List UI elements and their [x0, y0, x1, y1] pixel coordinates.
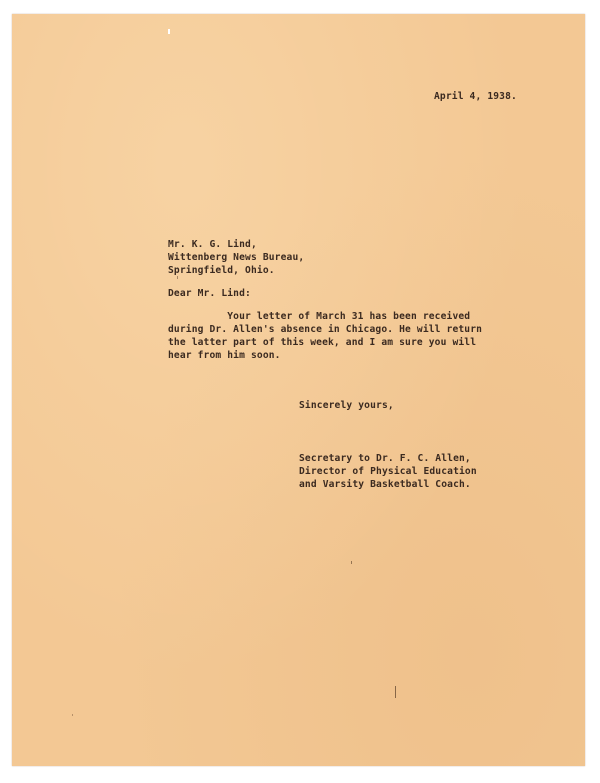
complimentary-closing: Sincerely yours,	[299, 400, 394, 411]
paper-speck	[72, 714, 73, 716]
letter-date: April 4, 1938.	[434, 91, 517, 102]
signature-line: Secretary to Dr. F. C. Allen,	[299, 453, 471, 464]
recipient-line: Springfield, Ohio.	[168, 265, 275, 276]
signature-line: Director of Physical Education	[299, 466, 477, 477]
body-line: Your letter of March 31 has been received	[168, 311, 471, 322]
signature-block	[299, 452, 477, 491]
body-line: during Dr. Allen's absence in Chicago. He will return	[168, 324, 483, 335]
body-line: hear from him soon.	[168, 350, 281, 361]
signature-line: and Varsity Basketball Coach.	[299, 479, 471, 490]
recipient-line: Mr. K. G. Lind,	[168, 239, 257, 250]
body-line: the latter part of this week, and I am sure you will	[168, 337, 477, 348]
recipient-line: Wittenberg News Bureau,	[168, 252, 305, 263]
letter-sheet	[12, 14, 585, 766]
scan-speck	[168, 29, 170, 34]
paper-speck	[351, 561, 352, 564]
salutation: Dear Mr. Lind:	[168, 288, 251, 299]
letter-body	[168, 310, 482, 362]
paper-speck	[395, 686, 396, 698]
recipient-address	[168, 238, 304, 277]
